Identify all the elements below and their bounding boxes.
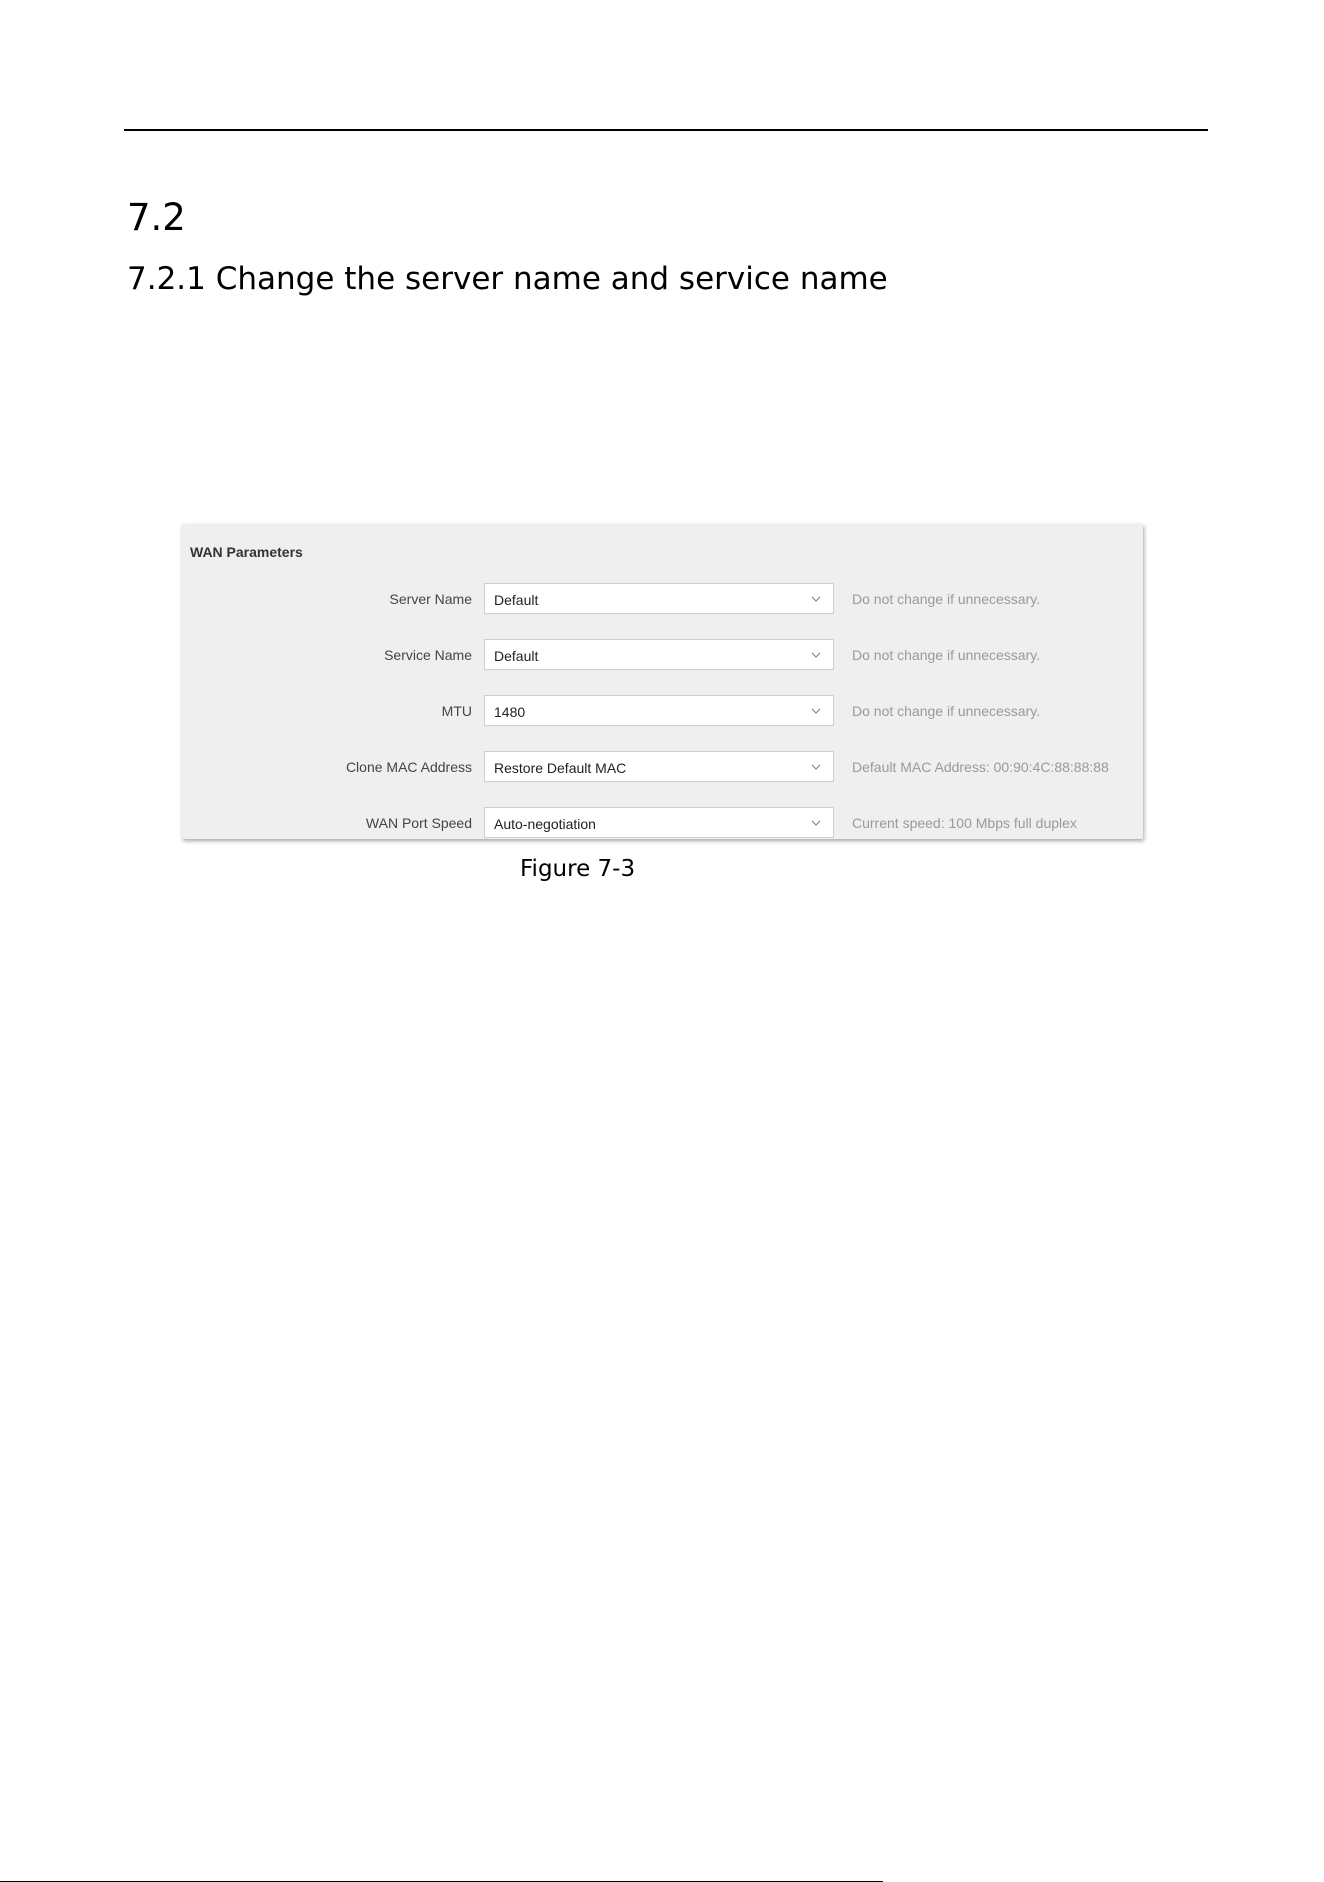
wan-port-speed-label: WAN Port Speed: [365, 815, 472, 831]
mtu-value: 1480: [494, 704, 526, 720]
subsection-heading: 7.2.1 Change the server name and service name: [127, 261, 888, 297]
server-name-value: Default: [494, 592, 539, 608]
wan-port-speed-row: [182, 807, 1143, 840]
mtu-hint: Do not change if unnecessary.: [852, 703, 1041, 719]
clone-mac-label: Clone MAC Address: [345, 759, 472, 775]
chevron-down-icon: [809, 704, 823, 718]
wan-port-speed-value: Auto-negotiation: [494, 816, 596, 832]
service-name-value: Default: [494, 648, 539, 664]
clone-mac-hint: Default MAC Address: 00:90:4C:88:88:88: [852, 759, 1109, 775]
service-name-hint: Do not change if unnecessary.: [852, 647, 1041, 663]
section-heading: 7.2: [127, 196, 186, 239]
chevron-down-icon: [809, 592, 823, 606]
mtu-label: MTU: [441, 703, 472, 719]
wan-port-speed-select[interactable]: [484, 807, 834, 838]
service-name-label: Service Name: [384, 647, 472, 663]
service-name-row: [182, 639, 1143, 672]
mtu-row: [182, 695, 1143, 728]
header-rule: [124, 129, 1208, 131]
clone-mac-select[interactable]: [484, 751, 834, 782]
service-name-select[interactable]: [484, 639, 834, 670]
wan-parameters-panel: [182, 524, 1143, 839]
clone-mac-value: Restore Default MAC: [494, 760, 627, 776]
chevron-down-icon: [809, 816, 823, 830]
server-name-select[interactable]: [484, 583, 834, 614]
chevron-down-icon: [809, 760, 823, 774]
panel-title: WAN Parameters: [190, 544, 303, 560]
mtu-select[interactable]: [484, 695, 834, 726]
server-name-row: [182, 583, 1143, 616]
wan-port-speed-hint: Current speed: 100 Mbps full duplex: [852, 815, 1077, 831]
chevron-down-icon: [809, 648, 823, 662]
server-name-hint: Do not change if unnecessary.: [852, 591, 1041, 607]
clone-mac-row: [182, 751, 1143, 784]
figure-caption: Figure 7-3: [520, 856, 636, 882]
server-name-label: Server Name: [389, 591, 472, 607]
